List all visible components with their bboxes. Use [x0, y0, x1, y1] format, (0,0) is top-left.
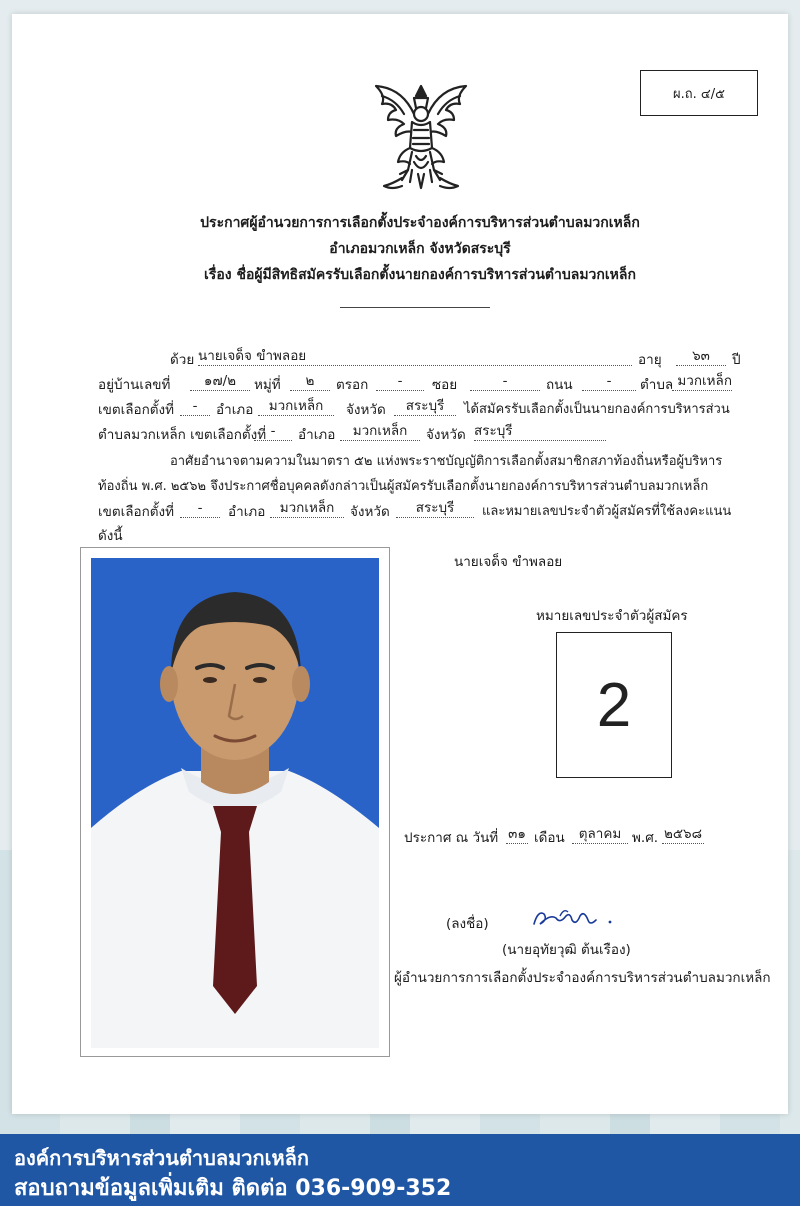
- signer-name: (นายอุทัยวุฒิ ต้นเรือง): [502, 942, 631, 958]
- district-no-field: -: [180, 398, 210, 416]
- trok-field: -: [376, 373, 424, 391]
- moo-label: หมู่ที่: [254, 377, 281, 393]
- para2-line1: อาศัยอำนาจตามความในมาตรา ๕๒ แห่งพระราชบัญญัติการเลือกตั้งสมาชิกสภาท้องถิ่นหรือผู้บริหาร: [170, 454, 723, 469]
- sign-label: (ลงชื่อ): [446, 916, 489, 932]
- para2-line4: ดังนี้: [98, 528, 123, 544]
- candidate-photo: [80, 547, 390, 1057]
- header-line-1: ประกาศผู้อำนวยการการเลือกตั้งประจำองค์การบริหารส่วนตำบลมวกเหล็ก: [200, 215, 640, 231]
- para2-line3-prefix: เขตเลือกตั้งที่: [98, 504, 175, 520]
- para2-amphoe: มวกเหล็ก: [270, 500, 344, 518]
- para2-province: สระบุรี: [396, 500, 474, 518]
- trok-label: ตรอก: [336, 377, 369, 393]
- house-label: อยู่บ้านเลขที่: [98, 377, 171, 393]
- tambon-field: มวกเหล็ก: [672, 373, 732, 391]
- candidate-portrait-icon: [89, 556, 381, 1048]
- header-subject: เรื่อง ชื่อผู้มีสิทธิสมัครรับเลือกตั้งนายกองค์การบริหารส่วนตำบลมวกเหล็ก: [204, 267, 636, 283]
- road-label: ถนน: [546, 377, 573, 393]
- by-label: ด้วย: [170, 352, 195, 368]
- province-label-2: จังหวัด: [426, 427, 466, 443]
- line4-prefix: ตำบลมวกเหล็ก เขตเลือกตั้งที่: [98, 427, 267, 443]
- form-code-box: [640, 70, 758, 116]
- garuda-emblem-icon: [362, 78, 480, 196]
- header-divider: [340, 307, 490, 308]
- tambon-label: ตำบล: [640, 377, 674, 393]
- moo-field: ๒: [290, 373, 330, 391]
- footer-org: องค์การบริหารส่วนตำบลมวกเหล็ก: [14, 1146, 310, 1170]
- year-label: ปี: [732, 352, 741, 368]
- para2-line3-suffix: และหมายเลขประจำตัวผู้สมัครที่ใช้ลงคะแนน: [482, 504, 732, 519]
- soi-field: -: [470, 373, 540, 391]
- signer-position: ผู้อำนวยการการเลือกตั้งประจำองค์การบริหารส่วนตำบลมวกเหล็ก: [394, 970, 771, 986]
- footer-contact: สอบถามข้อมูลเพิ่มเติม ติดต่อ 036-909-352: [14, 1176, 452, 1201]
- candidate-number-label: หมายเลขประจำตัวผู้สมัคร: [536, 608, 688, 624]
- age-field: ๖๓: [676, 348, 726, 366]
- amphoe-label: อำเภอ: [216, 402, 254, 418]
- age-label: อายุ: [638, 352, 662, 368]
- soi-label: ซอย: [432, 377, 458, 393]
- footer-banner: [0, 1134, 800, 1206]
- province-2-field: สระบุรี: [474, 423, 606, 441]
- amphoe-2-field: มวกเหล็ก: [340, 423, 420, 441]
- candidate-name-field: นายเจด็จ ขำพลอย: [198, 348, 632, 366]
- announce-month-label: เดือน: [534, 830, 565, 846]
- announce-year-label: พ.ศ.: [632, 830, 659, 846]
- header-line-2: อำเภอมวกเหล็ก จังหวัดสระบุรี: [329, 241, 511, 257]
- announce-day: ๓๑: [506, 826, 528, 844]
- candidate-number-box: [556, 632, 672, 778]
- candidate-number: 2: [596, 670, 632, 740]
- announce-year: ๒๕๖๘: [663, 826, 703, 842]
- para2-district-no: -: [180, 500, 220, 518]
- road-field: -: [582, 373, 636, 391]
- form-code: ผ.ถ. ๔/๕: [673, 86, 725, 102]
- signature-icon: [530, 906, 620, 932]
- candidate-name: นายเจด็จ ขำพลอย: [454, 554, 563, 570]
- province-field: สระบุรี: [394, 398, 456, 416]
- para2-province-label: จังหวัด: [350, 504, 390, 520]
- district-no-label: เขตเลือกตั้งที่: [98, 402, 175, 418]
- amphoe-field: มวกเหล็ก: [258, 398, 334, 416]
- province-label: จังหวัด: [346, 402, 386, 418]
- announce-month: ตุลาคม: [572, 826, 628, 844]
- announce-prefix: ประกาศ ณ วันที่: [404, 830, 499, 846]
- house-no-field: ๑๗/๒: [190, 373, 250, 391]
- para2-line2: ท้องถิ่น พ.ศ. ๒๕๖๒ จึงประกาศชื่อบุคคลดังกล่าวเป็นผู้สมัครรับเลือกตั้งนายกองค์การบริหารส่วนตำบลมวกเหล็ก: [98, 479, 709, 494]
- applied-text: ได้สมัครรับเลือกตั้งเป็นนายกองค์การบริหารส่วน: [464, 402, 730, 417]
- district-no-2-field: -: [254, 423, 292, 441]
- para2-amphoe-label: อำเภอ: [228, 504, 266, 520]
- amphoe-label-2: อำเภอ: [298, 427, 336, 443]
